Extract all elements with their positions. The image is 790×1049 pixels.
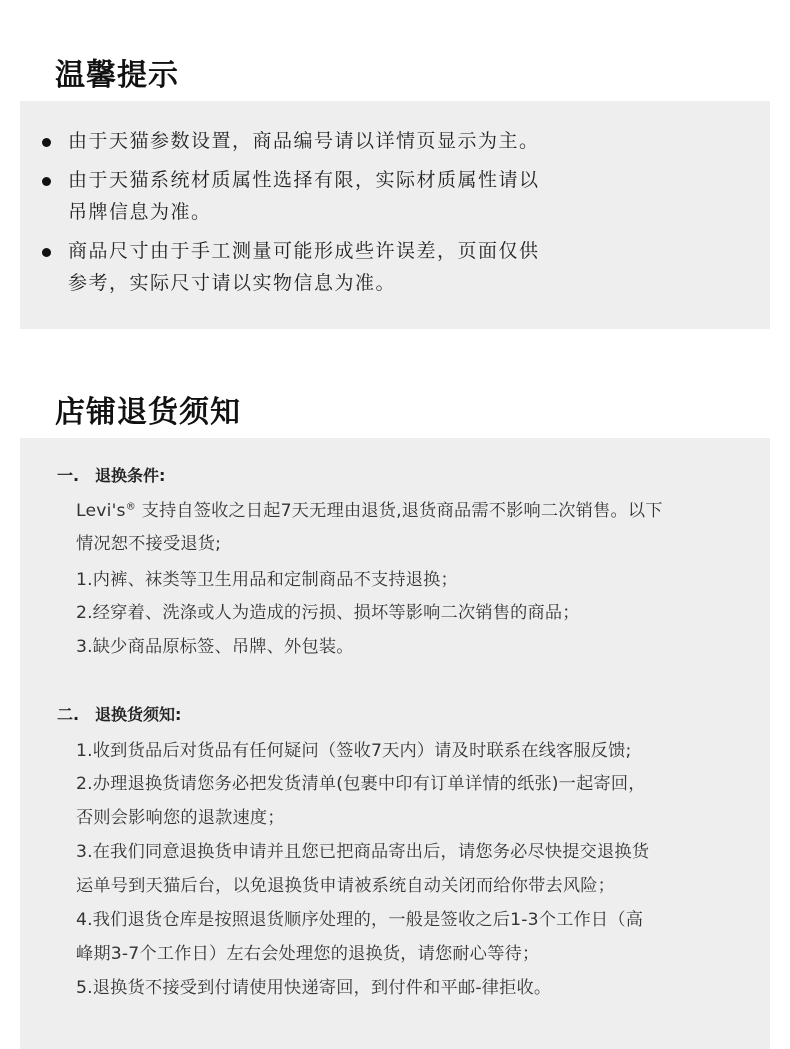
policy-line: 1.收到货品后对货品有任何疑问（签收7天内）请及时联系在线客服反馈;: [76, 741, 632, 761]
policy-line: [76, 496, 663, 521]
bullet-dot-icon: [42, 177, 51, 186]
brand-name: Levi's: [76, 501, 126, 521]
tip-item: [68, 125, 688, 157]
policy-line: 3.缺少商品原标签、吊牌、外包装。: [76, 637, 354, 657]
policy-line: 否则会影响您的退款速度；: [76, 808, 285, 828]
section-number: 二.: [57, 705, 80, 724]
tips-title: 温馨提示: [55, 58, 179, 93]
tip-item: [68, 235, 688, 299]
policy-panel: [20, 438, 770, 1049]
section-heading-text: 退换条件:: [95, 466, 166, 485]
tip-line: 吊牌信息为准。: [68, 201, 212, 223]
tip-item: [68, 164, 688, 228]
tip-line: 参考，实际尺寸请以实物信息为准。: [68, 272, 397, 294]
tip-line: 由于天猫系统材质属性选择有限，实际材质属性请以: [68, 169, 540, 191]
tip-line: 商品尺寸由于手工测量可能形成些许误差，页面仅供: [68, 240, 540, 262]
section-heading: [57, 463, 165, 486]
registered-mark: ®: [125, 501, 136, 513]
policy-line-text: 支持自签收之日起7天无理由退货,退货商品需不影响二次销售。以下: [141, 501, 663, 521]
tip-line: 由于天猫参数设置，商品编号请以详情页显示为主。: [68, 130, 540, 152]
policy-line: 2.经穿着、洗涤或人为造成的污损、损坏等影响二次销售的商品；: [76, 603, 580, 623]
policy-line: 峰期3-7个工作日）左右会处理您的退换货，请您耐心等待；: [76, 944, 540, 964]
bullet-dot-icon: [42, 138, 51, 147]
tips-panel: [20, 101, 770, 329]
policy-line: 1.内裤、袜类等卫生用品和定制商品不支持退换；: [76, 570, 458, 590]
section-number: 一.: [57, 466, 80, 485]
policy-line: 3.在我们同意退换货申请并且您已把商品寄出后，请您务必尽快提交退换货: [76, 842, 650, 862]
policy-line: 2.办理退换货请您务必把发货清单(包裹中印有订单详情的纸张)一起寄回，: [76, 774, 646, 794]
section-heading-text: 退换货须知:: [95, 705, 182, 724]
policy-line: 运单号到天猫后台，以免退换货申请被系统自动关闭而给你带去风险；: [76, 876, 616, 896]
section-heading: [57, 702, 181, 725]
policy-title: 店铺退货须知: [55, 395, 241, 430]
policy-line: 情况恕不接受退货;: [76, 534, 222, 554]
policy-line: 4.我们退货仓库是按照退货顺序处理的，一般是签收之后1-3个工作日（高: [76, 910, 644, 930]
policy-line: 5.退换货不接受到付请使用快递寄回，到付件和平邮-律拒收。: [76, 978, 552, 998]
bullet-dot-icon: [42, 248, 51, 257]
